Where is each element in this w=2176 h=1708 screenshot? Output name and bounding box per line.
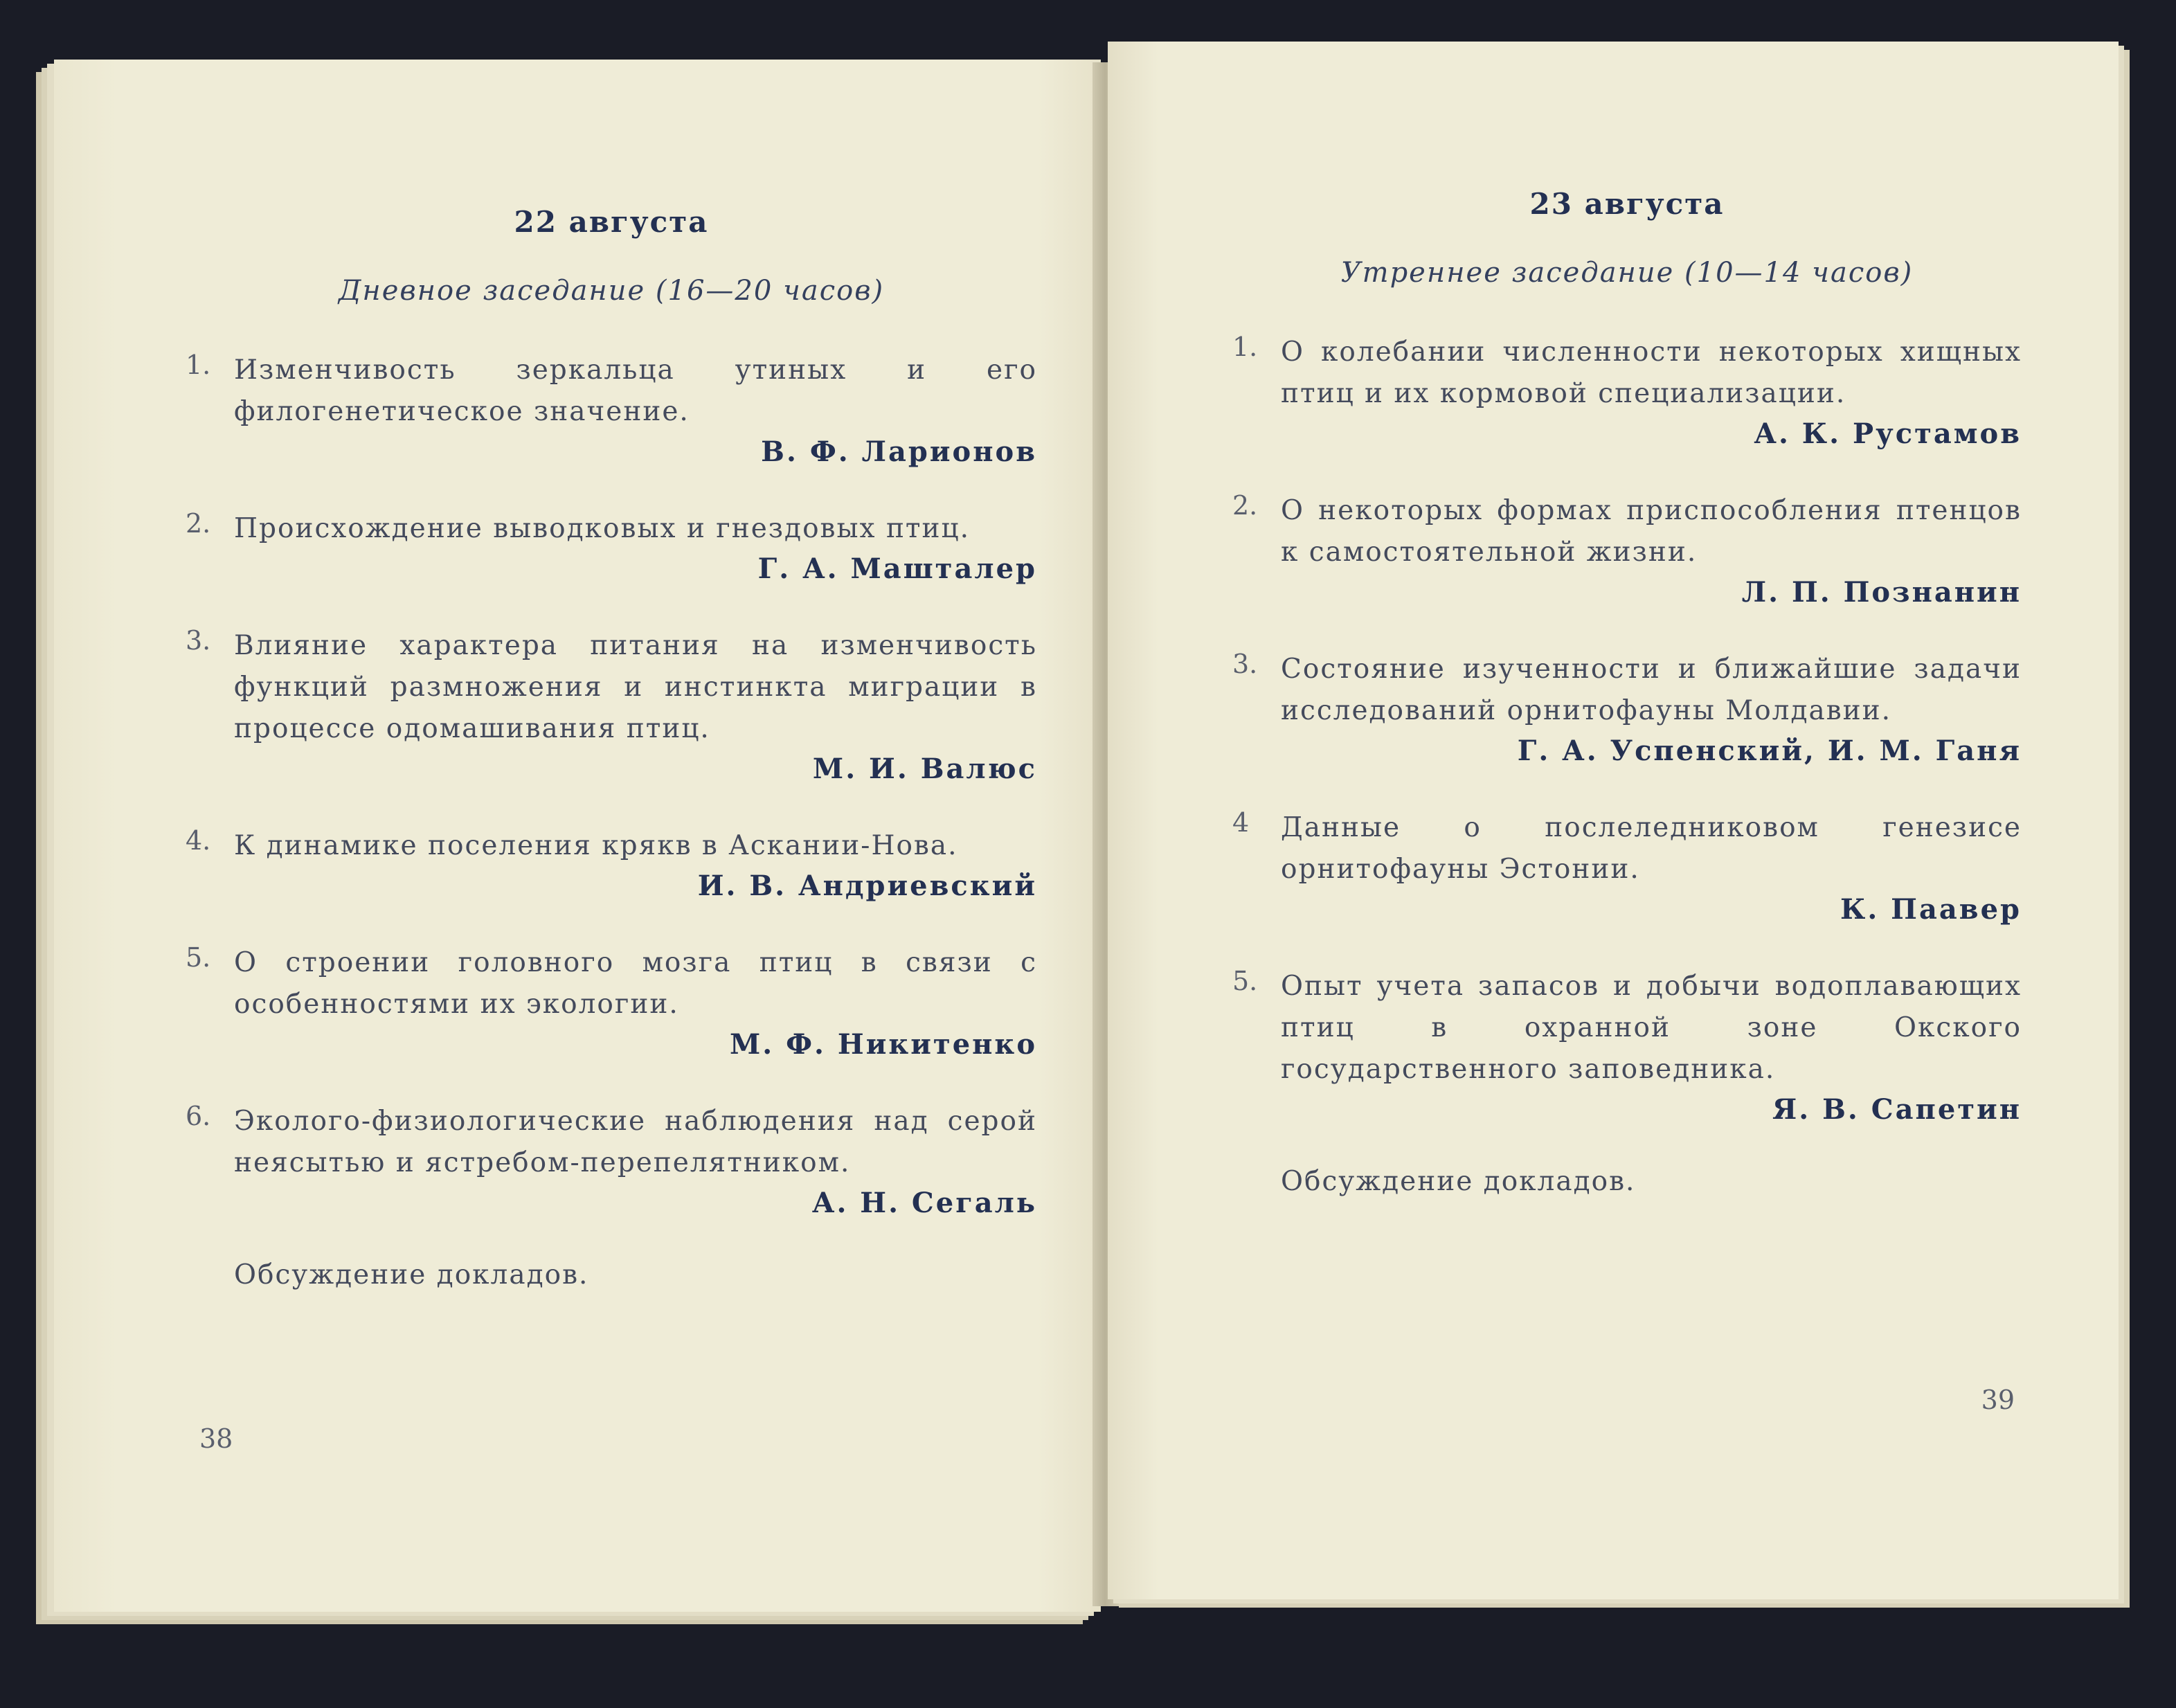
right-date-heading: 23 августа: [1529, 187, 1725, 221]
right-session-heading: Утреннее заседание (10—14 часов): [1340, 257, 1914, 289]
report-author: К. Паавер: [1840, 893, 2022, 926]
report-author: И. В. Андриевский: [697, 870, 1037, 902]
report-title: О строении головного мозга птиц в связи с особенностями их экологии.: [234, 947, 1037, 1020]
report-number: 6.: [186, 1101, 211, 1131]
report-title: Состояние изученности и ближайшие задачи исследований орнитофауны Молдавии.: [1281, 654, 2022, 726]
report-author: Г. А. Машталер: [757, 552, 1037, 585]
report-author: Г. А. Успенский, И. М. Ганя: [1517, 735, 2022, 767]
report-title: Изменчивость зеркальца утиных и его филогенетическое значение.: [234, 354, 1037, 427]
report-author: Я. В. Сапетин: [1772, 1093, 2022, 1126]
report-number: 1.: [1232, 332, 1258, 362]
report-author: А. К. Рустамов: [1754, 417, 2022, 450]
report-number: 5.: [186, 942, 211, 973]
left-report-item-6: [186, 1101, 1037, 1219]
right-page-content: [1232, 187, 2022, 1197]
right-page-number: 39: [1981, 1385, 2015, 1415]
right-page: [1108, 42, 2119, 1599]
report-title: К динамике поселения крякв в Аскании-Нова.: [234, 830, 958, 861]
left-report-item-2: [186, 508, 1037, 585]
left-date-heading: 22 августа: [514, 205, 709, 239]
left-report-item-3: [186, 625, 1037, 785]
left-page-content: [186, 205, 1037, 1291]
report-title: Влияние характера питания на изменчивость функций размножения и инстинкта миграции в процессе одомашивания птиц.: [234, 630, 1037, 744]
report-number: 2.: [1232, 490, 1258, 521]
report-title: Данные о послеледниковом генезисе орнитофауны Эстонии.: [1281, 812, 2022, 885]
report-title: Опыт учета запасов и добычи водоплавающих птиц в охранной зоне Окского государственного заповедника.: [1281, 971, 2022, 1085]
report-title: О некоторых формах приспособления птенцов к самостоятельной жизни.: [1281, 495, 2022, 568]
report-author: М. Ф. Никитенко: [729, 1028, 1037, 1061]
right-report-item-5: [1232, 966, 2022, 1126]
left-page: [54, 60, 1101, 1612]
report-author: М. И. Валюс: [812, 753, 1037, 785]
report-author: А. Н. Сегаль: [811, 1187, 1037, 1219]
report-number: 4: [1232, 807, 1250, 838]
left-report-item-5: [186, 942, 1037, 1061]
right-report-item-3: [1232, 649, 2022, 767]
report-author: Л. П. Познанин: [1741, 576, 2022, 609]
left-page-number: 38: [199, 1423, 233, 1454]
report-number: 4.: [186, 825, 211, 856]
report-author: В. Ф. Ларионов: [761, 435, 1037, 468]
report-title: Эколого-физиологические наблюдения над серой неясытью и ястребом-перепелятником.: [234, 1106, 1037, 1178]
report-number: 2.: [186, 508, 211, 539]
right-report-item-1: [1232, 332, 2022, 450]
left-session-heading: Дневное заседание (16—20 часов): [338, 275, 885, 307]
report-title: Происхождение выводковых и гнездовых птиц.: [234, 513, 970, 544]
left-report-item-4: [186, 825, 1037, 902]
report-number: 3.: [1232, 649, 1258, 679]
left-discussion-note: Обсуждение докладов.: [234, 1259, 589, 1291]
report-number: 5.: [1232, 966, 1258, 996]
report-number: 1.: [186, 350, 211, 380]
right-discussion-note: Обсуждение докладов.: [1281, 1166, 1636, 1197]
right-report-item-2: [1232, 490, 2022, 609]
report-number: 3.: [186, 625, 211, 656]
left-report-item-1: [186, 350, 1037, 468]
report-title: О колебании численности некоторых хищных птиц и их кормовой специализации.: [1281, 336, 2022, 409]
right-report-item-4: [1232, 807, 2022, 926]
